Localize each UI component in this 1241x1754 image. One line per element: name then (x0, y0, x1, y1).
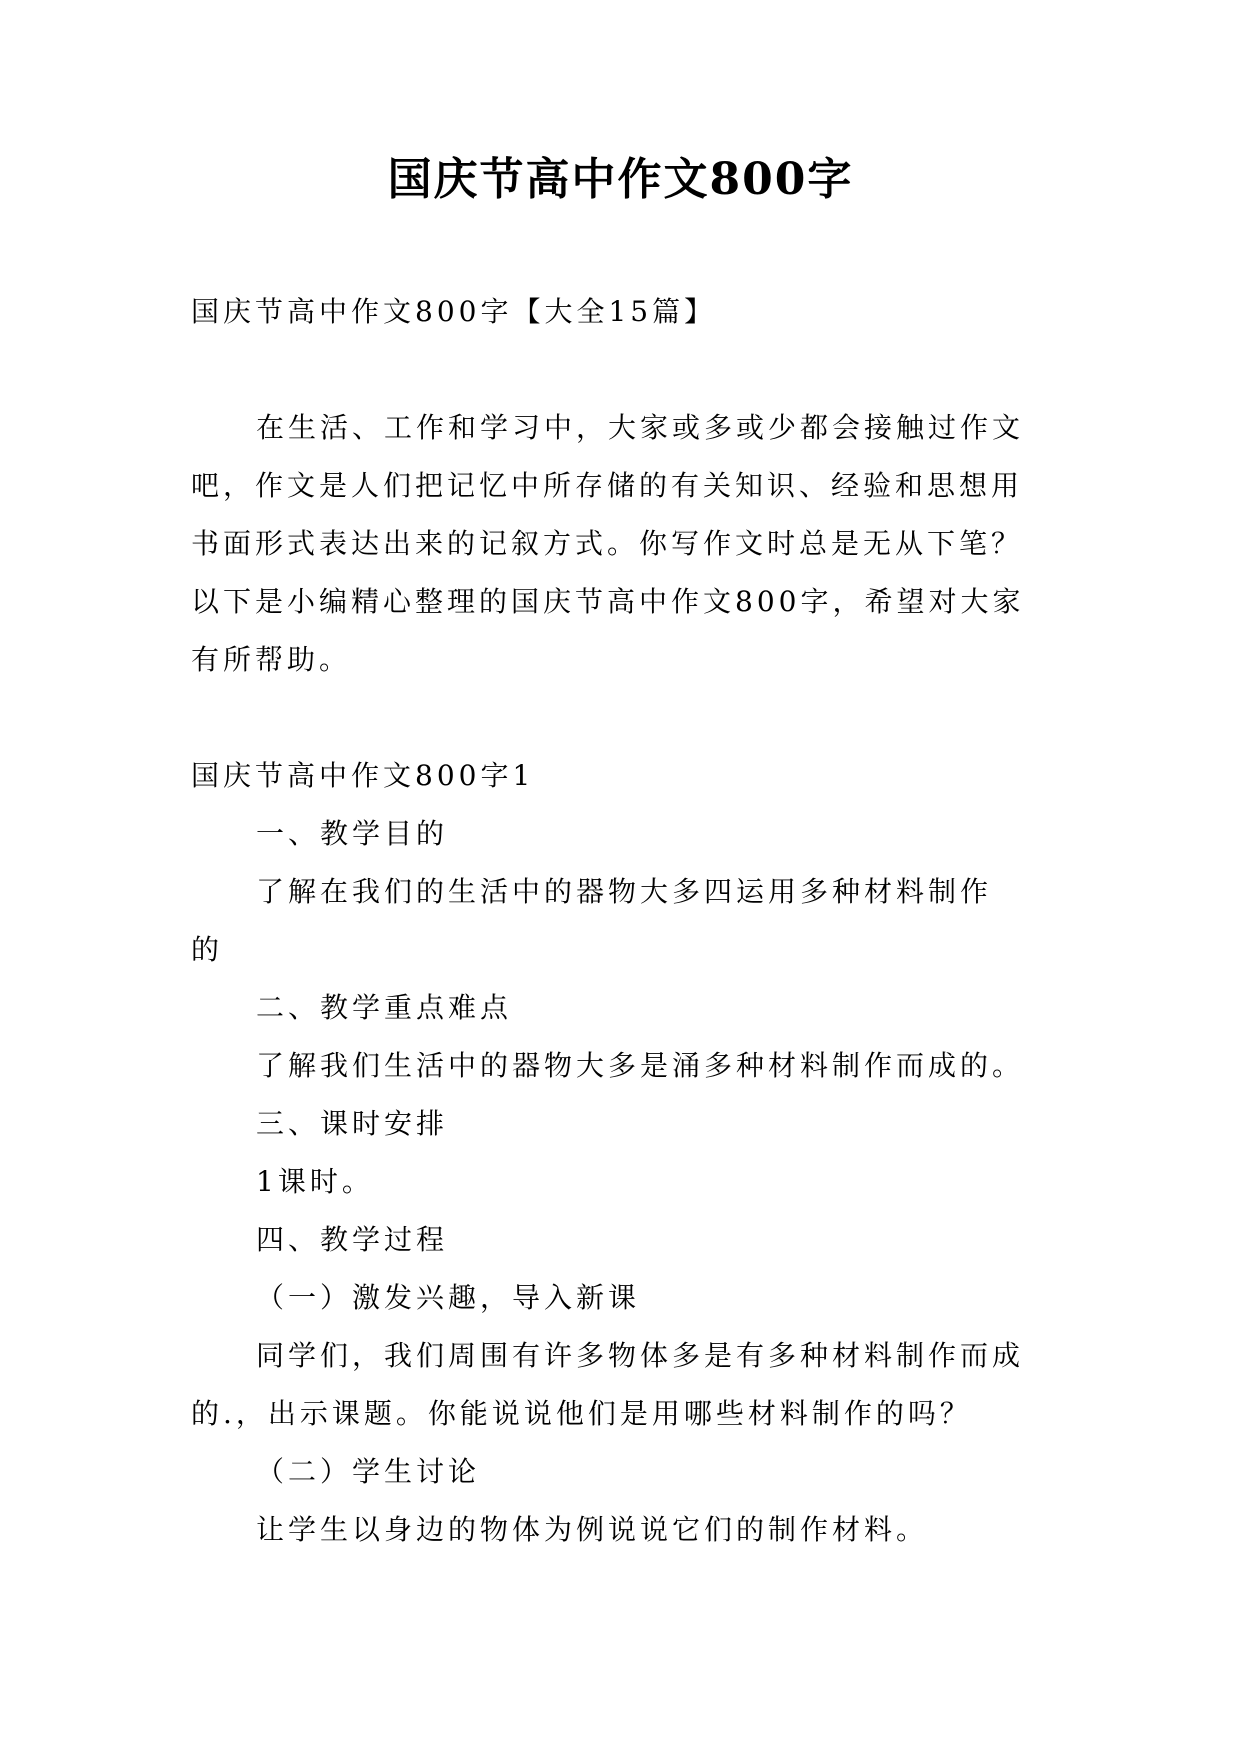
body-line: 1课时。 (256, 1165, 374, 1198)
section-heading: 国庆节高中作文800字1 (191, 759, 535, 792)
body-line: 了解在我们的生活中的器物大多四运用多种材料制作 (256, 875, 993, 908)
intro-line: 在生活、工作和学习中，大家或多或少都会接触过作文 (256, 411, 1025, 444)
body-line: 让学生以身边的物体为例说说它们的制作材料。 (256, 1513, 929, 1546)
intro-line: 书面形式表达出来的记叙方式。你写作文时总是无从下笔？ (191, 527, 1024, 560)
body-line: 了解我们生活中的器物大多是涌多种材料制作而成的。 (256, 1049, 1025, 1082)
body-line: 同学们，我们周围有许多物体多是有多种材料制作而成 (256, 1339, 1025, 1372)
intro-line: 以下是小编精心整理的国庆节高中作文800字，希望对大家 (191, 585, 1025, 618)
body-line: （一）激发兴趣，导入新课 (256, 1281, 641, 1314)
body-line: 二、教学重点难点 (256, 991, 513, 1024)
body-line: （二）学生讨论 (256, 1455, 481, 1488)
body-line: 的.，出示课题。你能说说他们是用哪些材料制作的吗？ (191, 1397, 972, 1430)
intro-line: 有所帮助。 (191, 643, 352, 676)
body-line: 三、课时安排 (256, 1107, 449, 1140)
body-line: 一、教学目的 (256, 817, 449, 850)
body-line: 四、教学过程 (256, 1223, 449, 1256)
intro-line: 吧，作文是人们把记忆中所存储的有关知识、经验和思想用 (191, 469, 1024, 502)
document-subtitle: 国庆节高中作文800字【大全15篇】 (191, 295, 717, 328)
body-line: 的 (191, 933, 224, 966)
document-title: 国庆节高中作文800字 (387, 154, 854, 205)
